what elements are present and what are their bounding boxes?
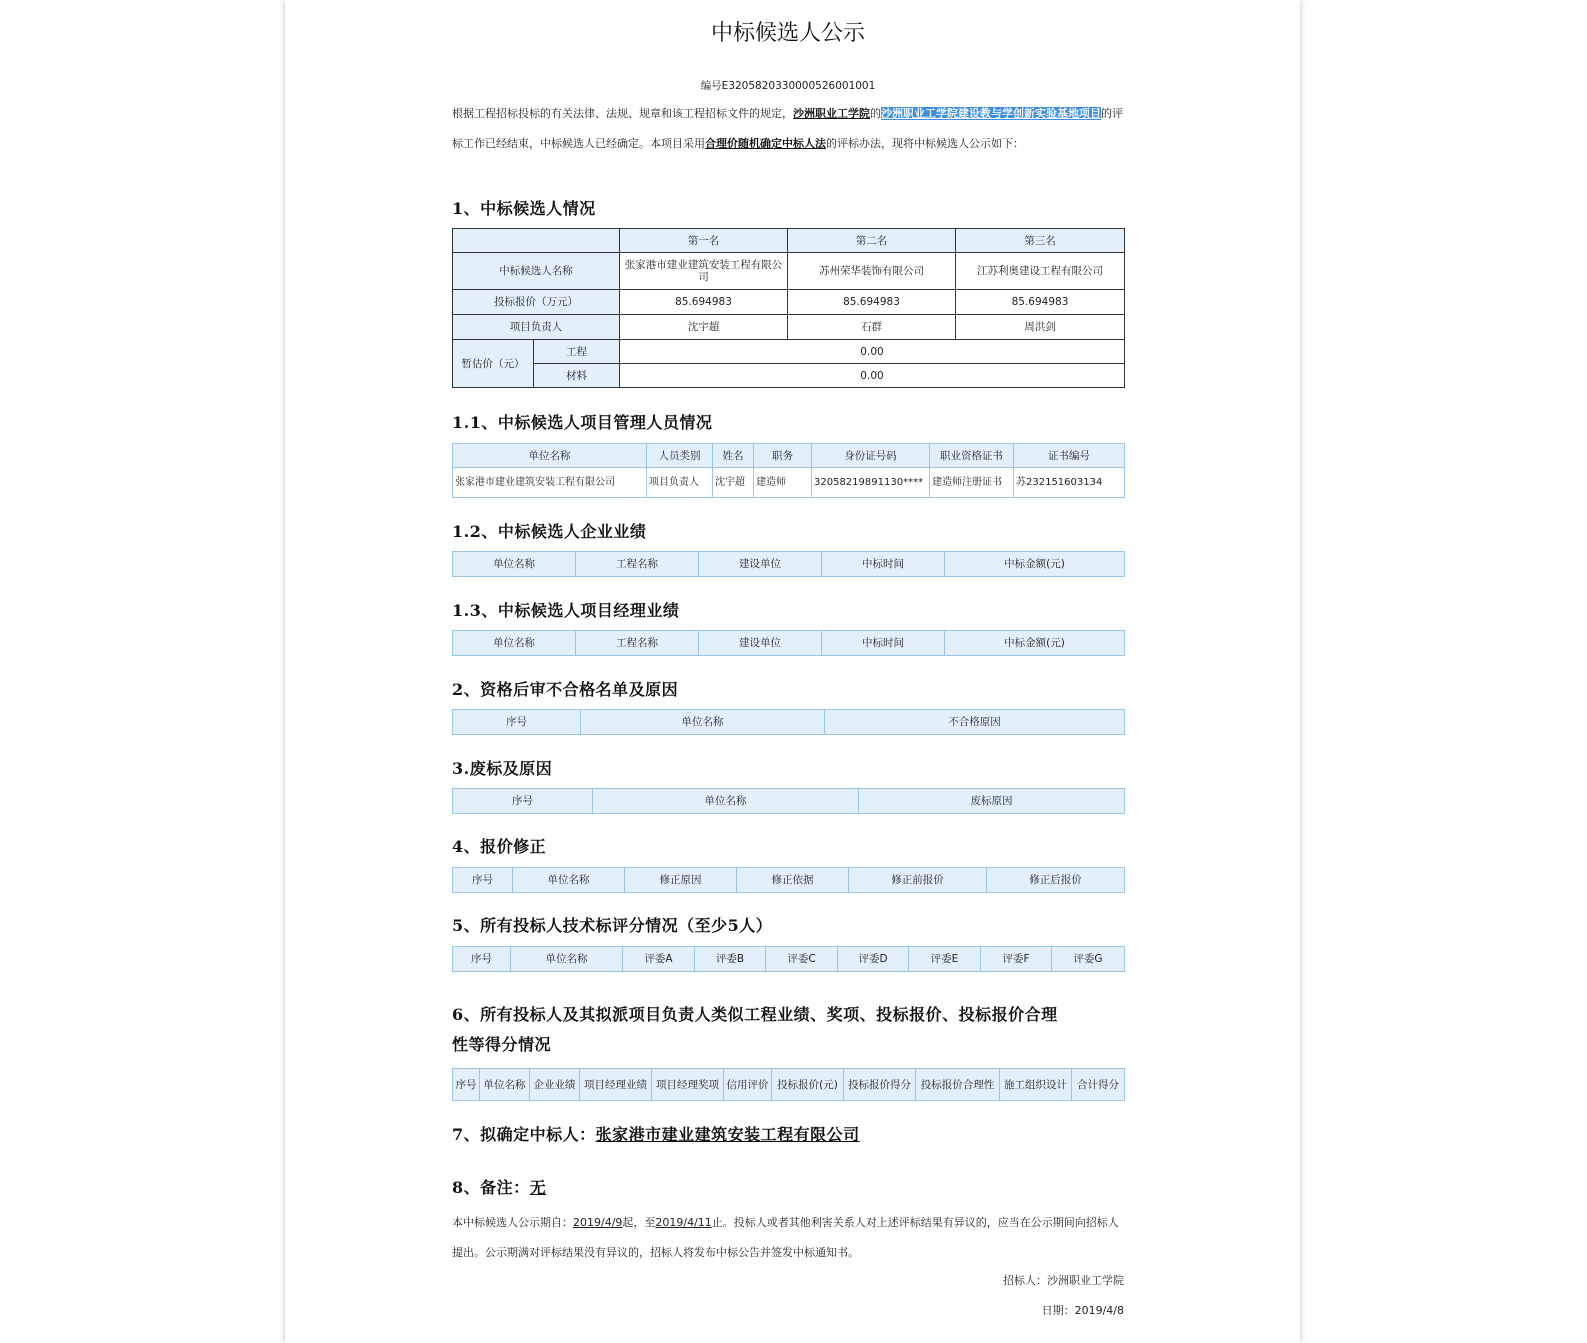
column-header: 单位名称: [511, 947, 623, 972]
table-row: [453, 229, 1125, 253]
estimate-engineering-value: 0.00: [620, 340, 1125, 364]
section-1-1-heading: 1.1、中标候选人项目管理人员情况: [452, 413, 713, 432]
project-manager: 周洪剑: [956, 315, 1125, 340]
section-1-3-heading: 1.3、中标候选人项目经理业绩: [452, 601, 680, 620]
column-header: 证书编号: [1014, 444, 1125, 468]
table-row: [453, 290, 1125, 315]
section-7-heading: [452, 1122, 860, 1145]
column-header: 投标报价(元): [772, 1069, 844, 1101]
row-label: 中标候选人名称: [453, 253, 620, 290]
winning-bidder: 张家港市建业建筑安装工程有限公司: [595, 1125, 860, 1144]
column-header: 工程名称: [576, 552, 699, 577]
row-label: 工程: [534, 340, 620, 364]
column-header: 序号: [453, 868, 513, 893]
table-row: [453, 552, 1125, 577]
disqualified-table: [452, 709, 1125, 735]
column-header: 评委C: [766, 947, 838, 972]
column-header: 单位名称: [513, 868, 625, 893]
table-cell: 建造师注册证书: [930, 468, 1014, 498]
column-header: 施工组织设计: [1000, 1069, 1072, 1101]
column-header: 修正原因: [625, 868, 737, 893]
column-header: 投标报价得分: [844, 1069, 916, 1101]
notice-text-a: 本中标候选人公示期自：: [452, 1216, 573, 1229]
row-label: 投标报价（万元）: [453, 290, 620, 315]
signature-date: 日期：2019/4/8: [1041, 1304, 1124, 1317]
column-header: 中标金额(元): [945, 552, 1125, 577]
table-row: [453, 468, 1125, 498]
column-header: 单位名称: [581, 710, 825, 735]
rank-1-header: 第一名: [620, 229, 788, 253]
column-header: 评委B: [695, 947, 766, 972]
technical-score-table: [452, 946, 1125, 972]
column-header: 中标时间: [822, 552, 945, 577]
notice-end-date: 2019/4/11: [655, 1216, 712, 1229]
table-row: [453, 364, 1125, 388]
intro-text-3: 的评标工作已经结束，中标候选人已经确定。本项目采用: [452, 107, 1123, 150]
column-header: 评委A: [623, 947, 695, 972]
table-row: [453, 868, 1125, 893]
section-7-label: 7、拟确定中标人：: [452, 1125, 596, 1144]
column-header: 身份证号码: [812, 444, 930, 468]
table-cell: 苏232151603134: [1014, 468, 1125, 498]
column-header: 评委F: [981, 947, 1052, 972]
column-header: 序号: [453, 1069, 480, 1101]
project-name-link[interactable]: 沙洲职业工学院建设教与学创新实验基地项目: [881, 107, 1101, 120]
bid-price: 85.694983: [956, 290, 1125, 315]
table-row: [453, 253, 1125, 290]
table-row: [453, 1069, 1125, 1101]
notice-text-c: 止。投标人或者其他利害关系人对上述评标结果有异议的，应当在公示期间向招标人提出。公示期满对评标结果没有异议的，招标人将发布中标公告并签发中标通知书。: [452, 1216, 1119, 1259]
section-1-heading: 1、中标候选人情况: [452, 199, 596, 218]
candidates-table: [452, 228, 1125, 388]
section-6-heading-line-1: 6、所有投标人及其拟派项目负责人类似工程业绩、奖项、投标报价、投标报价合理: [452, 1005, 1058, 1024]
document-page: [285, 0, 1300, 1343]
table-row: [453, 947, 1125, 972]
remark-value: 无: [529, 1178, 547, 1197]
column-header: 职务: [754, 444, 812, 468]
bid-price: 85.694983: [620, 290, 788, 315]
publicity-notice: [452, 1208, 1124, 1267]
column-header: 评委E: [909, 947, 981, 972]
column-header: 单位名称: [453, 552, 576, 577]
section-6-heading: [452, 1000, 1124, 1060]
table-row: [453, 340, 1125, 364]
section-5-heading: 5、所有投标人技术标评分情况（至少5人）: [452, 916, 773, 935]
document-number: 编号E3205820330000526001001: [700, 80, 876, 92]
column-header: 项目经理奖项: [652, 1069, 724, 1101]
table-cell: 张家港市建业建筑安装工程有限公司: [453, 468, 647, 498]
candidate-name: 张家港市建业建筑安装工程有限公司: [620, 253, 788, 290]
section-2-heading: 2、资格后审不合格名单及原因: [452, 680, 679, 699]
column-header: 建设单位: [699, 552, 822, 577]
estimate-material-value: 0.00: [620, 364, 1125, 388]
column-header: 序号: [453, 789, 593, 814]
method-link[interactable]: 合理价随机确定中标人法: [705, 136, 826, 150]
section-8-label: 8、备注：: [452, 1178, 530, 1197]
column-header: 序号: [453, 710, 581, 735]
column-header: 信用评价: [724, 1069, 772, 1101]
column-header: 人员类别: [647, 444, 713, 468]
manager-performance-table: [452, 630, 1125, 656]
section-3-heading: 3.废标及原因: [452, 759, 553, 778]
column-header: 评委G: [1052, 947, 1125, 972]
tenderer-signature: 招标人：沙洲职业工学院: [1003, 1274, 1124, 1287]
column-header: 修正依据: [737, 868, 849, 893]
candidate-name: 江苏利奥建设工程有限公司: [956, 253, 1125, 290]
row-label: 项目负责人: [453, 315, 620, 340]
invalid-bids-table: [452, 788, 1125, 814]
section-6-heading-line-2: 性等得分情况: [452, 1035, 552, 1054]
intro-text-2: 的: [870, 107, 881, 120]
rank-2-header: 第二名: [788, 229, 956, 253]
project-manager: 沈宇超: [620, 315, 788, 340]
company-performance-table: [452, 551, 1125, 577]
column-header: 工程名称: [576, 631, 699, 656]
section-1-2-heading: 1.2、中标候选人企业业绩: [452, 522, 647, 541]
rank-3-header: 第三名: [956, 229, 1125, 253]
column-header: 合计得分: [1072, 1069, 1125, 1101]
management-staff-table: [452, 443, 1125, 498]
overall-score-table: [452, 1068, 1125, 1101]
table-cell: 32058219891130****: [812, 468, 930, 498]
column-header: 序号: [453, 947, 511, 972]
table-row: [453, 710, 1125, 735]
column-header: 中标时间: [822, 631, 945, 656]
section-4-heading: 4、报价修正: [452, 837, 547, 856]
table-row: [453, 444, 1125, 468]
column-header: 单位名称: [593, 789, 859, 814]
column-header: 废标原因: [859, 789, 1125, 814]
column-header: 单位名称: [453, 631, 576, 656]
column-header: 修正前报价: [849, 868, 987, 893]
column-header: 职业资格证书: [930, 444, 1014, 468]
page-title: 中标候选人公示: [710, 21, 865, 46]
price-correction-table: [452, 867, 1125, 893]
row-label: 材料: [534, 364, 620, 388]
table-cell: 建造师: [754, 468, 812, 498]
column-header: 单位名称: [453, 444, 647, 468]
column-header: 评委D: [838, 947, 909, 972]
column-header: 单位名称: [480, 1069, 530, 1101]
estimate-label: 暂估价（元）: [453, 340, 534, 388]
notice-text-b: 起，至: [622, 1216, 656, 1229]
candidate-name: 苏州荣华装饰有限公司: [788, 253, 956, 290]
notice-start-date: 2019/4/9: [573, 1216, 623, 1229]
column-header: 企业业绩: [530, 1069, 580, 1101]
intro-text-1: 根据工程招标投标的有关法律、法规、规章和该工程招标文件的规定，: [452, 107, 793, 120]
intro-text-4: 的评标办法，现将中标候选人公示如下：: [826, 136, 1024, 150]
table-cell: 沈宇超: [713, 468, 754, 498]
column-header: 项目经理业绩: [580, 1069, 652, 1101]
table-row: [453, 315, 1125, 340]
project-manager: 石群: [788, 315, 956, 340]
column-header: 不合格原因: [825, 710, 1125, 735]
tenderer-link[interactable]: 沙洲职业工学院: [793, 107, 870, 120]
column-header: 中标金额(元): [945, 631, 1125, 656]
table-cell: [453, 229, 620, 253]
table-row: [453, 789, 1125, 814]
column-header: 建设单位: [699, 631, 822, 656]
intro-paragraph: [452, 99, 1124, 158]
table-cell: 项目负责人: [647, 468, 713, 498]
table-row: [453, 631, 1125, 656]
bid-price: 85.694983: [788, 290, 956, 315]
column-header: 修正后报价: [987, 868, 1125, 893]
section-8-heading: [452, 1175, 546, 1198]
column-header: 投标报价合理性: [916, 1069, 1000, 1101]
column-header: 姓名: [713, 444, 754, 468]
